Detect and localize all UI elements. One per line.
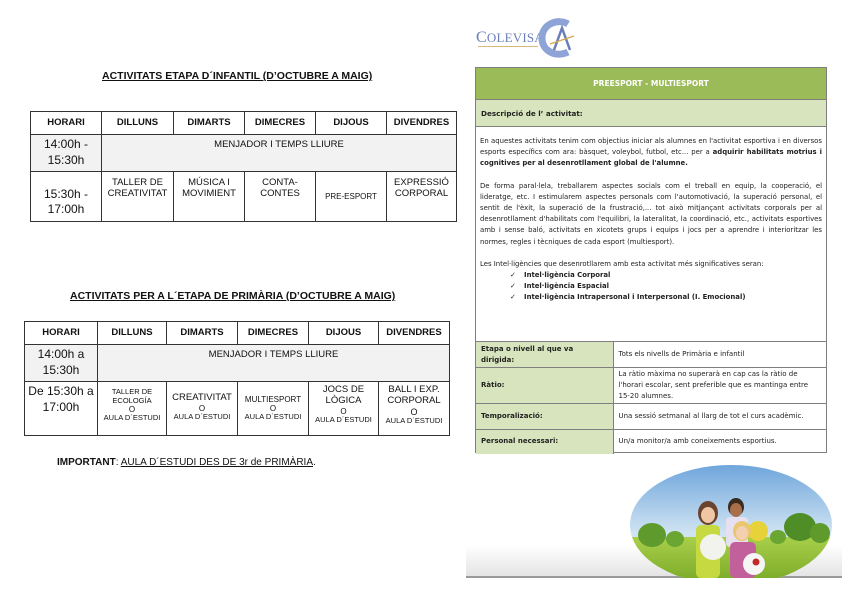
children-with-balls-photo xyxy=(630,465,832,578)
important-sep: : xyxy=(115,457,121,468)
info-label: Temporalizació: xyxy=(476,404,613,430)
activity-name: BALL I EXP. CORPORAL xyxy=(387,384,441,406)
table-row xyxy=(25,382,450,436)
checkmark-icon: ✓ xyxy=(510,282,516,291)
infantil-title: ACTIVITATS ETAPA D´INFANTIL (D’OCTUBRE A MAIG) xyxy=(102,70,373,82)
header-dimecres: DIMECRES xyxy=(238,322,309,345)
activity-cell: CONTA-CONTES xyxy=(245,172,316,222)
activity-info-table xyxy=(476,341,826,454)
activity-cell xyxy=(309,382,379,436)
activity-cell xyxy=(98,382,167,436)
important-text: AULA D´ESTUDI DES DE 3r de PRIMÀRIA xyxy=(120,457,313,468)
or-label: O xyxy=(340,406,347,416)
important-label: IMPORTANT xyxy=(57,457,116,468)
info-value: Un/a monitor/a amb coneixements esportius. xyxy=(613,430,826,454)
description-paragraph: De forma paral·lela, treballarem aspectes socials com el treball en equip, la cooperació, el lideratge, etc. I estimularem aspectes personals com l'automotivació, la superació personal, el sentit de l'èxit, la superació de la frustració,... tot això mitjançant activitats corporals per al desenrotllament d'habilitats com l'equilibri, la lateralitat, la coordinació, etc., activitats esportives amb i sense baló, activitats en xicotets grups i equips i jocs per a aprendre i interioritzar les normes, regles i tècniques de cada esport (multiesport). xyxy=(480,181,822,246)
logo-text: OLEVISA xyxy=(486,30,544,45)
activity-cell: EXPRESSIÓ CORPORAL xyxy=(387,172,457,222)
activity-card xyxy=(475,67,827,453)
para1-text: En aquestes activitats tenim com objectius iniciar als alumnes en l'activitat esportiva i en diversos esports específics com ara: bàsquet, voleybol, futbol, etc... per a xyxy=(480,137,822,157)
checkmark-icon: ✓ xyxy=(510,293,516,302)
info-value: Tots els nivells de Primària e infantil xyxy=(613,342,826,368)
primaria-title: ACTIVITATS PER A L´ETAPA DE PRIMÀRIA (D’OCTUBRE A MAIG) xyxy=(70,290,396,302)
activity-cell: PRE-ESPORT xyxy=(316,172,387,222)
header-horari: HORARI xyxy=(31,112,102,135)
para1-bold: adquirir habilitats motrius i cognitives per al desenrotllament global de l'alumne. xyxy=(480,148,822,168)
header-dijous: DIJOUS xyxy=(309,322,379,345)
logo-wordmark xyxy=(476,29,544,47)
activity-cell: TALLER DE CREATIVITAT xyxy=(102,172,174,222)
alt-activity: AULA D´ESTUDI xyxy=(103,413,161,423)
info-row xyxy=(476,430,826,454)
description-paragraph: Les Intel·ligències que desenrotllarem amb esta activitat més significatives seran: xyxy=(480,259,764,268)
intelligence-label: Intel·ligència Intrapersonal i Interpersonal (I. Emocional) xyxy=(524,293,746,302)
header-dimecres: DIMECRES xyxy=(245,112,316,135)
header-horari: HORARI xyxy=(25,322,98,345)
activity-name: MULTIESPORT xyxy=(244,395,302,404)
children-photo-image xyxy=(630,465,832,578)
table-header-row xyxy=(25,322,450,345)
activity-name: JOCS DE LÒGICA xyxy=(322,384,365,406)
header-dijous: DIJOUS xyxy=(316,112,387,135)
info-label: Ràtio: xyxy=(476,368,613,404)
table-header-row xyxy=(31,112,457,135)
list-item xyxy=(510,281,822,292)
time-cell: De 15:30h a 17:00h xyxy=(25,382,98,436)
info-label: Etapa o nivell al que va dirigida: xyxy=(476,342,613,368)
logo-initial: C xyxy=(476,29,487,46)
intelligence-label: Intel·ligència Espacial xyxy=(524,282,609,291)
activity-cell xyxy=(238,382,309,436)
activity-cell: MÚSICA I MOVIMIENT xyxy=(174,172,245,222)
info-value: Una sessió setmanal al llarg de tot el curs acadèmic. xyxy=(613,404,826,430)
or-label: O xyxy=(198,403,206,413)
activity-name: CREATIVITAT xyxy=(172,392,232,403)
info-row xyxy=(476,342,826,368)
card-header: PREESPORT - MULTIESPORT xyxy=(476,68,826,100)
or-label: O xyxy=(269,404,277,414)
infantil-schedule-table xyxy=(30,111,457,222)
alt-activity: AULA D´ESTUDI xyxy=(385,416,443,426)
or-label: O xyxy=(128,405,136,415)
alt-activity: AULA D´ESTUDI xyxy=(315,415,372,425)
time-cell: 14:00h - 15:30h xyxy=(31,135,102,172)
info-row xyxy=(476,368,826,404)
activity-cell: MENJADOR I TEMPS LLIURE xyxy=(98,345,450,382)
important-end: . xyxy=(313,457,316,468)
header-dimarts: DIMARTS xyxy=(174,112,245,135)
description-paragraph xyxy=(480,136,822,170)
activity-cell xyxy=(379,382,450,436)
time-cell: 15:30h - 17:00h xyxy=(31,172,102,222)
description-label: Descripció de l’ activitat: xyxy=(476,100,826,127)
activity-name: TALLER DE ECOLOGÍA xyxy=(111,387,153,405)
header-dimarts: DIMARTS xyxy=(167,322,238,345)
list-item xyxy=(510,292,822,303)
header-divendres: DIVENDRES xyxy=(379,322,450,345)
checkmark-icon: ✓ xyxy=(510,271,516,280)
info-row xyxy=(476,404,826,430)
important-note xyxy=(57,457,316,468)
list-item xyxy=(510,270,822,281)
info-label: Personal necessari: xyxy=(476,430,613,454)
header-divendres: DIVENDRES xyxy=(387,112,457,135)
colevisa-logo xyxy=(474,18,584,58)
table-row xyxy=(31,172,457,222)
activity-cell xyxy=(167,382,238,436)
table-row xyxy=(31,135,457,172)
logo-underline xyxy=(478,46,538,47)
time-cell: 14:00h a 15:30h xyxy=(25,345,98,382)
description-body xyxy=(476,127,826,341)
intelligence-label: Intel·ligència Corporal xyxy=(524,271,611,280)
activity-cell: MENJADOR I TEMPS LLIURE xyxy=(102,135,457,172)
info-value: La ràtio màxima no superarà en cap cas la ràtio de l'horari escolar, sent preferible que es mantinga entre 15-20 alumnes. xyxy=(613,368,826,404)
alt-activity: AULA D´ESTUDI xyxy=(244,412,302,422)
header-dilluns: DILLUNS xyxy=(98,322,167,345)
or-label: O xyxy=(410,406,418,417)
table-row xyxy=(25,345,450,382)
alt-activity: AULA D´ESTUDI xyxy=(173,412,231,422)
header-dilluns: DILLUNS xyxy=(102,112,174,135)
logo-monogram-icon xyxy=(538,18,578,58)
primaria-schedule-table xyxy=(24,321,450,436)
intelligences-list xyxy=(510,270,822,303)
